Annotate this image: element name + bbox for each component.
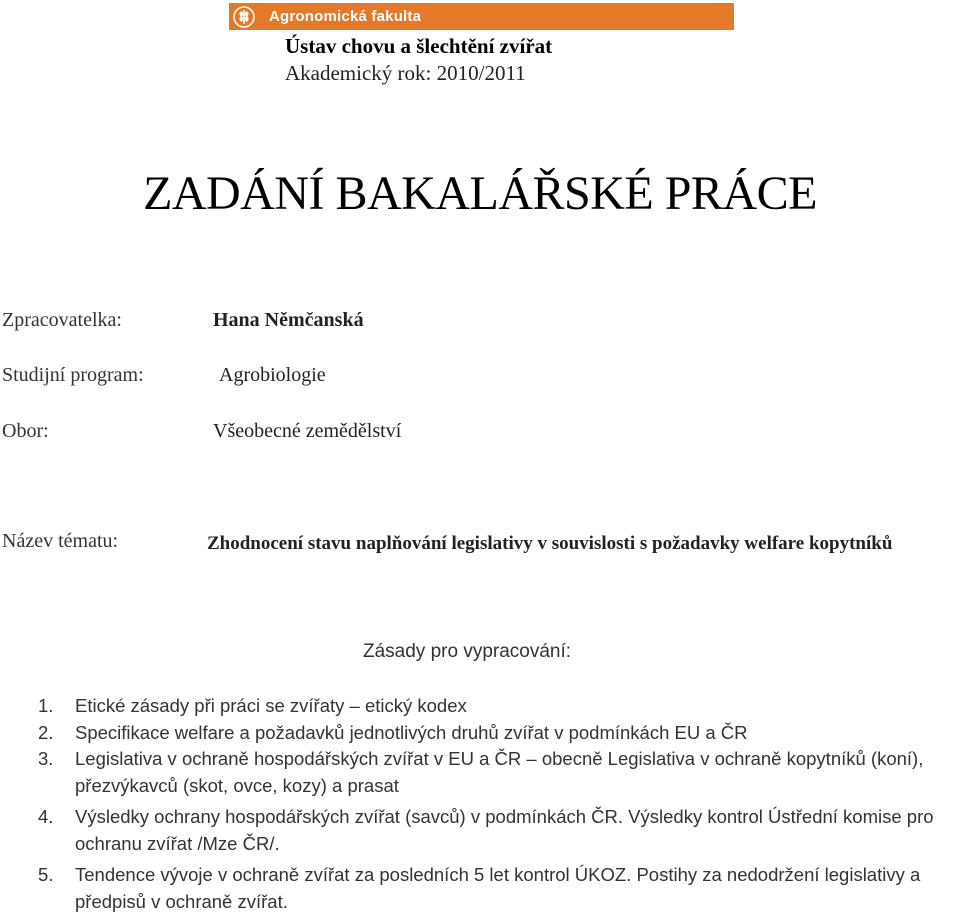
field-label: Obor: [2,420,49,442]
program-value: Agrobiologie [219,364,326,386]
author-value: Hana Němčanská [213,309,364,331]
list-item [38,804,958,857]
guidelines-heading: Zásady pro vypracování: [363,641,572,662]
list-item-number: 5. [38,864,54,885]
list-item-text: Specifikace welfare a požadavků jednotlivých druhů zvířat v podmínkách EU a ČR [75,721,748,743]
list-item-text: Legislativa v ochraně hospodářských zvířat v EU a ČR – obecně Legislativa v ochraně kopytníků (koní), přezvýkavců (skot, ovce, kozy) a prasat [75,748,924,796]
list-item-number: 1. [38,695,54,716]
wheat-emblem-icon [229,3,259,30]
list-item [38,862,958,915]
author-label: Zpracovatelka: [2,309,122,331]
logo-text: Agronomická fakulta [269,8,422,25]
list-item-number: 3. [38,748,54,769]
topic-value: Zhodnocení stavu naplňování legislativy v souvislosti s požadavky welfare kopytníků [207,533,893,554]
topic-label: Název tématu: [2,530,119,552]
document-title: ZADÁNÍ BAKALÁŘSKÉ PRÁCE [143,167,817,220]
list-item [38,746,958,799]
list-item [38,720,958,747]
list-item-text: Tendence vývoje v ochraně zvířat za posledních 5 let kontrol ÚKOZ. Postihy za nedodržení legislativy a předpisů v ochraně zvířat. [75,864,921,912]
list-item-number: 4. [38,806,54,827]
list-item-text: Výsledky ochrany hospodářských zvířat (savců) v podmínkách ČR. Výsledky kontrol Ústřední komise pro ochranu zvířat /Mze ČR/. [75,806,934,854]
list-item-text: Etické zásady při práci se zvířaty – etický kodex [75,695,467,716]
field-value: Všeobecné zemědělství [213,420,402,442]
department-name: Ústav chovu a šlechtění zvířat [285,34,553,58]
program-label: Studijní program: [2,364,144,386]
academic-year: Akademický rok: 2010/2011 [285,61,526,85]
list-item-number: 2. [38,721,54,743]
list-item [38,693,958,720]
guidelines-list [38,693,958,915]
faculty-logo-banner [229,3,734,30]
